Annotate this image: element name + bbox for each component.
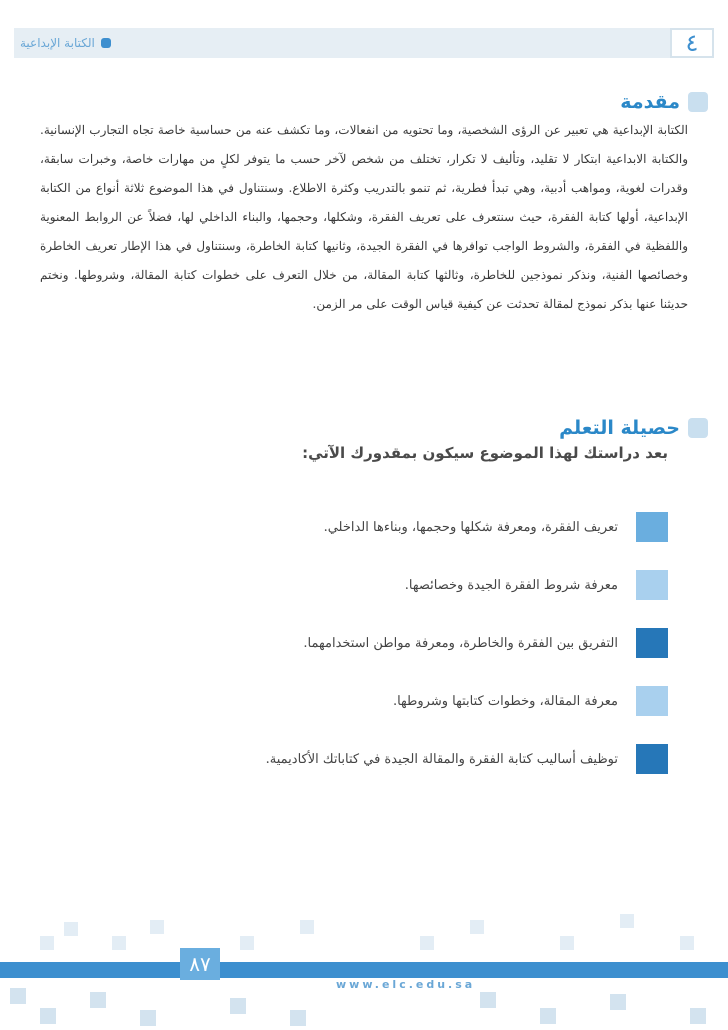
outcome-square-icon [636,512,668,542]
decor-square [690,1008,706,1024]
decor-square [10,988,26,1004]
header-bar [14,28,714,58]
page-number: ٨٧ [180,948,220,980]
decor-square [40,1008,56,1024]
website-link[interactable]: www.elc.edu.sa [336,978,476,991]
decor-square [40,936,54,950]
decor-square [240,936,254,950]
heading-marker-icon [688,92,708,112]
decor-square [140,1010,156,1026]
book-title [20,28,111,58]
intro-title: مقدمة [620,91,680,113]
decor-square [150,920,164,934]
decor-square [300,920,314,934]
outcome-item [60,498,668,556]
outcome-item [60,614,668,672]
decor-square [230,998,246,1014]
heading-marker-icon [688,418,708,438]
outcomes-list [60,498,668,788]
decor-square [610,994,626,1010]
outcome-text: معرفة المقالة، وخطوات كتابتها وشروطها. [392,693,618,709]
outcome-item [60,730,668,788]
decor-square [620,914,634,928]
outcomes-subtitle: بعد دراستك لهذا الموضوع سيكون بمقدورك الآتي: [302,444,668,462]
outcome-item [60,556,668,614]
intro-paragraph: الكتابة الإبداعية هي تعبير عن الرؤى الشخصية، وما تحتويه من انفعالات، وما تكشف عنه من حساسية خاصة تجاه التجارب الإنسانية. والكتابة الابداعية ابتكار لا تقليد، وتأليف لا تكرار، تختلف من شخص لآخر حسب ما يتوفر لكلٍ من مهارات خاصة، وخبرات سابقة، وقدرات لغوية، ومواهب أدبية، وهي تبدأ فطرية، ثم تنمو بالتدريب وكثرة الاطلاع. وسنتناول في هذا الموضوع ثلاثة أنواع من الكتابة الإبداعية، أولها كتابة الفقرة، حيث سنتعرف على تعريف الفقرة، وشكلها، وحجمها، والبناء الداخلي لها، فضلاً عن الروابط المعنوية واللفظية في الفقرة، والشروط الواجب توافرها في الفقرة الجيدة، وثانيها كتابة الخاطرة، وسنتناول في هذا الإطار تعريف الخاطرة وخصائصها الفنية، ونذكر نموذجين للخاطرة، وثالثها كتابة المقالة، من خلال التعرف على خطوات كتابة المقالة، وشروطها. ونختم حديثنا عنها بذكر نموذج لمقالة تحدثت عن كيفية قياس الوقت على مر الزمن. [40,123,689,311]
outcome-square-icon [636,686,668,716]
decor-square [290,1010,306,1026]
decor-square [560,936,574,950]
decor-square [112,936,126,950]
outcome-square-icon [636,570,668,600]
decor-square [540,1008,556,1024]
bottom-decoration [0,984,728,1030]
outcomes-heading [559,416,708,440]
outcome-item [60,672,668,730]
outcome-text: التفريق بين الفقرة والخاطرة، ومعرفة مواطن استخدامهما. [303,635,618,651]
decor-square [64,922,78,936]
outcome-text: تعريف الفقرة، ومعرفة شكلها وحجمها، وبناءها الداخلي. [323,519,618,535]
footer-decoration [0,900,728,960]
intro-heading [620,90,708,114]
footer-band [0,962,728,978]
decor-square [90,992,106,1008]
decor-square [470,920,484,934]
outcome-text: معرفة شروط الفقرة الجيدة وخصائصها. [404,577,618,593]
outcome-text: توظيف أساليب كتابة الفقرة والمقالة الجيدة في كتاباتك الأكاديمية. [265,751,618,767]
outcome-square-icon [636,744,668,774]
bullet-square-icon [101,38,111,48]
book-title-text: الكتابة الإبداعية [20,36,95,50]
outcomes-title: حصيلة التعلم [559,417,680,439]
decor-square [680,936,694,950]
outcome-square-icon [636,628,668,658]
chapter-number: ٤ [670,28,714,58]
decor-square [480,992,496,1008]
decor-square [420,936,434,950]
